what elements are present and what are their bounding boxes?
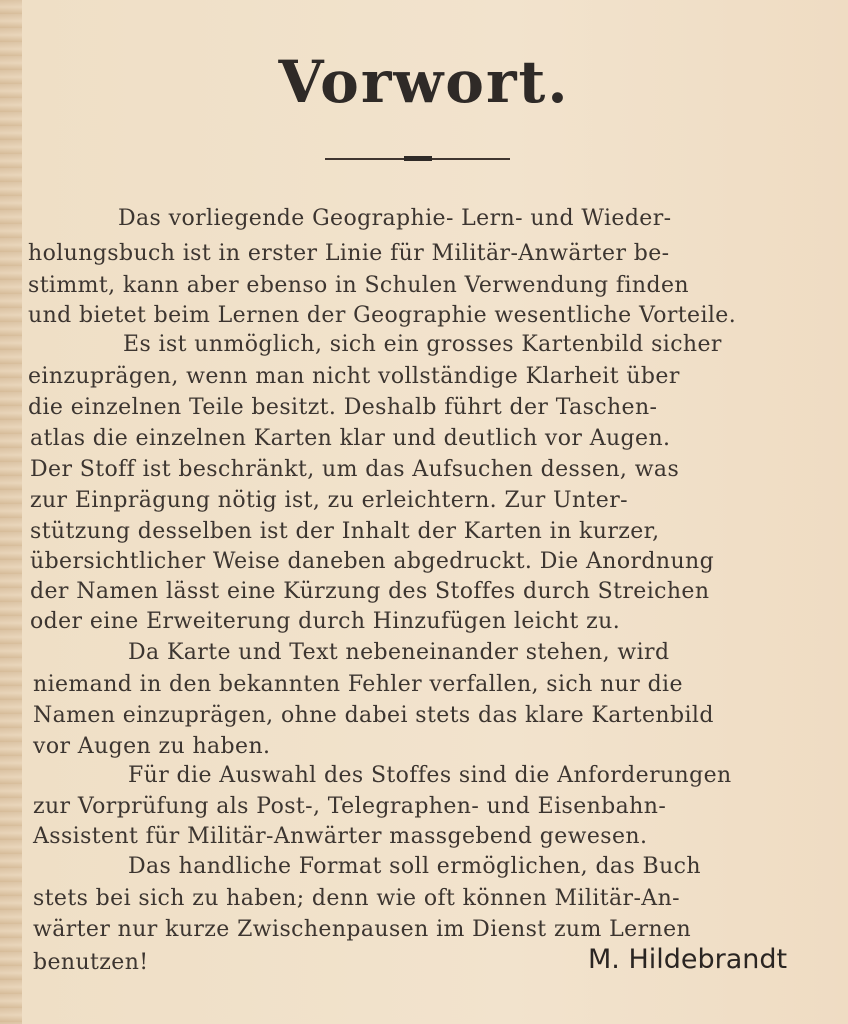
text-line: niemand in den bekannten Fehler verfallen, sich nur die xyxy=(33,672,683,697)
page-spine-edge xyxy=(0,0,22,1024)
text-line: Das vorliegende Geographie- Lern- und Wieder- xyxy=(118,206,672,231)
text-line: der Namen lässt eine Kürzung des Stoffes durch Streichen xyxy=(30,579,710,604)
title-divider-ornament xyxy=(404,156,432,161)
text-line: Assistent für Militär-Anwärter massgebend gewesen. xyxy=(33,824,648,849)
text-line: oder eine Erweiterung durch Hinzufügen leicht zu. xyxy=(30,609,621,634)
text-line: Das handliche Format soll ermöglichen, das Buch xyxy=(128,854,701,879)
text-line: die einzelnen Teile besitzt. Deshalb führt der Taschen- xyxy=(28,395,658,420)
text-line: stets bei sich zu haben; denn wie oft können Militär-An- xyxy=(33,886,680,911)
text-line: übersichtlicher Weise daneben abgedruckt. Die Anordnung xyxy=(30,549,715,574)
text-line: atlas die einzelnen Karten klar und deutlich vor Augen. xyxy=(30,426,671,451)
text-line: zur Vorprüfung als Post-, Telegraphen- und Eisenbahn- xyxy=(33,794,667,819)
text-line: stimmt, kann aber ebenso in Schulen Verwendung finden xyxy=(28,273,689,298)
text-line: holungsbuch ist in erster Linie für Militär-Anwärter be- xyxy=(28,241,670,266)
text-line: benutzen! xyxy=(33,950,149,975)
page-title: Vorwort. xyxy=(278,48,570,116)
text-line: Es ist unmöglich, sich ein grosses Kartenbild sicher xyxy=(123,332,722,357)
text-line: Da Karte und Text nebeneinander stehen, wird xyxy=(128,640,670,665)
text-line: zur Einprägung nötig ist, zu erleichtern. Zur Unter- xyxy=(30,488,628,513)
text-line: wärter nur kurze Zwischenpausen im Dienst zum Lernen xyxy=(33,917,692,942)
text-line: einzuprägen, wenn man nicht vollständige Klarheit über xyxy=(28,364,680,389)
author-signature: M. Hildebrandt xyxy=(588,944,788,975)
text-line: Der Stoff ist beschränkt, um das Aufsuchen dessen, was xyxy=(30,457,680,482)
text-line: stützung desselben ist der Inhalt der Karten in kurzer, xyxy=(30,519,660,544)
text-line: vor Augen zu haben. xyxy=(33,734,271,759)
text-line: Für die Auswahl des Stoffes sind die Anforderungen xyxy=(128,763,732,788)
text-line: und bietet beim Lernen der Geographie wesentliche Vorteile. xyxy=(28,303,737,328)
text-line: Namen einzuprägen, ohne dabei stets das klare Kartenbild xyxy=(33,703,714,728)
